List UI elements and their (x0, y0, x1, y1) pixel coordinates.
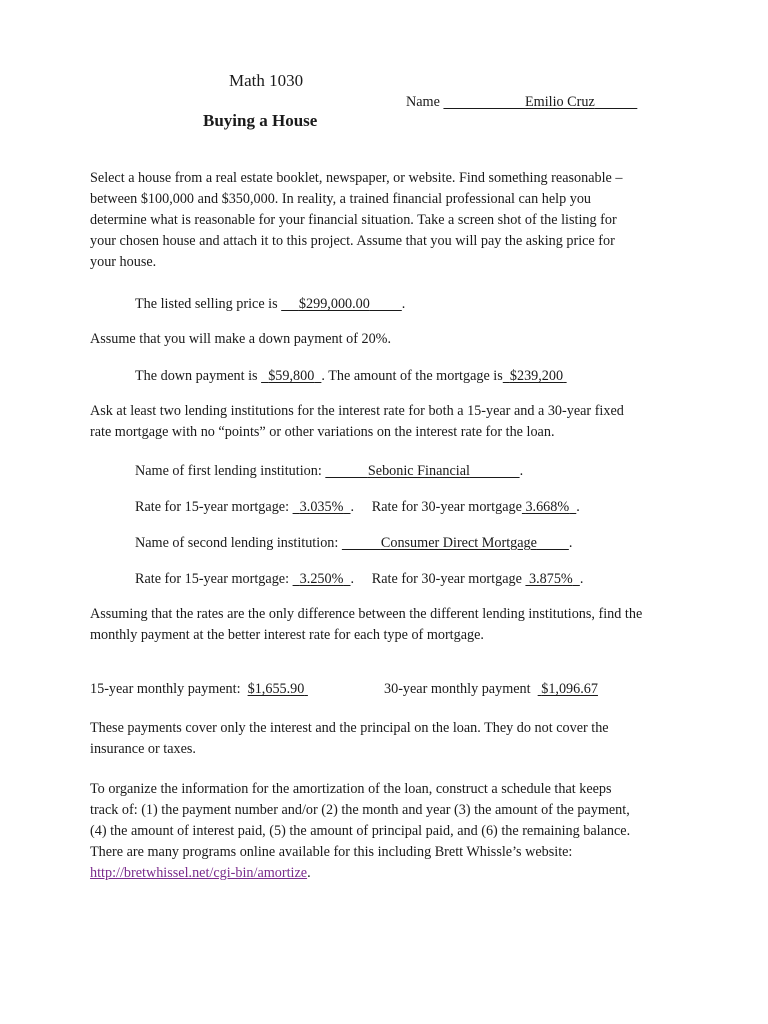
intro-line: your chosen house and attach it to this project. Assume that you will pay the asking price for (90, 233, 615, 249)
selling-price-field[interactable] (281, 296, 402, 312)
course-title: Math 1030 (229, 71, 304, 90)
coverage-paragraph (90, 718, 690, 760)
lender1-rate15-label: Rate for 15-year mortgage: (135, 499, 290, 515)
link-period: . (307, 865, 311, 881)
lender2-rate30-label: Rate for 30-year mortgage (371, 571, 522, 587)
payment-30-value: $1,096.67 (541, 681, 598, 697)
lender2-rate15-label: Rate for 15-year mortgage: (135, 571, 290, 587)
intro-line: determine what is reasonable for your financial situation. Take a screen shot of the listing for (90, 212, 617, 228)
mortgage-label: The amount of the mortgage is (328, 368, 503, 384)
amortize-link[interactable]: http://bretwhissel.net/cgi-bin/amortize (90, 865, 308, 881)
lender1-rates-row: Rate for 15-year mortgage: 3.035% . Rate for 30-year mortgage 3.668% . (135, 499, 580, 515)
intro-line: your house. (90, 254, 157, 270)
selling-price-label: The listed selling price is (135, 296, 278, 312)
lender1-rate30-value: 3.668% (525, 499, 570, 515)
lenders-intro-line: Ask at least two lending institutions for the interest rate for both a 15-year and a 30-year fixed (90, 403, 624, 419)
lenders-intro (90, 401, 690, 443)
lender1-rate15-field[interactable] (293, 499, 351, 515)
intro-paragraph (90, 168, 690, 273)
lender2-rate15-value: 3.250% (299, 571, 344, 587)
intro-line: Select a house from a real estate booklet, newspaper, or website. Find something reasonable – (90, 170, 623, 186)
compare-line: monthly payment at the better interest rate for each type of mortgage. (90, 627, 484, 643)
lender1-rate30-field[interactable] (522, 499, 576, 515)
payment-30-field[interactable] (538, 681, 598, 697)
organize-link-line (90, 863, 690, 884)
name-label: Name (406, 94, 440, 110)
payment-15-label: 15-year monthly payment: (90, 681, 241, 697)
lender1-name-label: Name of first lending institution: (135, 463, 322, 479)
lender1-rate30-label: Rate for 30-year mortgage (371, 499, 522, 515)
lender2-name-field[interactable] (342, 535, 569, 551)
coverage-line: insurance or taxes. (90, 741, 196, 757)
down-payment-label: The down payment is (135, 368, 258, 384)
lender1-rate15-value: 3.035% (299, 499, 344, 515)
lenders-intro-line: rate mortgage with no “points” or other variations on the interest rate for the loan. (90, 424, 555, 440)
selling-price-value: $299,000.00 (298, 296, 370, 312)
selling-price-row: The listed selling price is $299,000.00 . (135, 296, 406, 312)
organize-line: track of: (1) the payment number and/or (2) the month and year (3) the amount of the payment, (90, 802, 630, 818)
name-field[interactable] (443, 94, 637, 110)
lender2-name-value: Consumer Direct Mortgage (380, 535, 537, 551)
organize-paragraph (90, 779, 690, 884)
intro-line: between $100,000 and $350,000. In reality, a trained financial professional can help you (90, 191, 592, 207)
lender2-rate30-field[interactable] (525, 571, 579, 587)
name-value: Emilio Cruz (525, 94, 595, 110)
lender2-rate30-value: 3.875% (528, 571, 573, 587)
organize-line: To organize the information for the amortization of the loan, construct a schedule that keeps (90, 781, 612, 797)
payment-15-row (90, 679, 308, 700)
payment-15-field[interactable] (248, 681, 308, 697)
down-payment-note: Assume that you will make a down payment of 20%. (90, 331, 392, 347)
payment-15-value: $1,655.90 (247, 681, 305, 697)
lender2-rates-row: Rate for 15-year mortgage: 3.250% . Rate for 30-year mortgage 3.875% . (135, 571, 584, 587)
payment-30-label: 30-year monthly payment (384, 681, 531, 697)
lender1-name-value: Sebonic Financial (367, 463, 470, 479)
payment-30-row (384, 679, 598, 700)
down-payment-value: $59,800 (268, 368, 315, 384)
mortgage-field[interactable] (503, 368, 567, 384)
down-payment-row: The down payment is $59,800 . The amount of the mortgage is $239,200 (135, 366, 567, 387)
coverage-line: These payments cover only the interest and the principal on the loan. They do not cover the (90, 720, 609, 736)
organize-line: There are many programs online available for this including Brett Whissle’s website: (90, 844, 573, 860)
name-row (406, 92, 637, 113)
lender1-name-row: Name of first lending institution: Sebonic Financial . (135, 463, 524, 479)
page-title: Buying a House (203, 111, 318, 130)
down-payment-field[interactable] (261, 368, 321, 384)
lender1-name-field[interactable] (325, 463, 519, 479)
compare-paragraph (90, 604, 710, 646)
organize-line: (4) the amount of interest paid, (5) the amount of principal paid, and (6) the remaining balance. (90, 823, 631, 839)
lender2-rate15-field[interactable] (293, 571, 351, 587)
mortgage-value: $239,200 (509, 368, 564, 384)
lender2-name-label: Name of second lending institution: (135, 535, 339, 551)
lender2-name-row: Name of second lending institution: Consumer Direct Mortgage . (135, 535, 573, 551)
compare-line: Assuming that the rates are the only difference between the different lending institutions, find the (90, 606, 643, 622)
